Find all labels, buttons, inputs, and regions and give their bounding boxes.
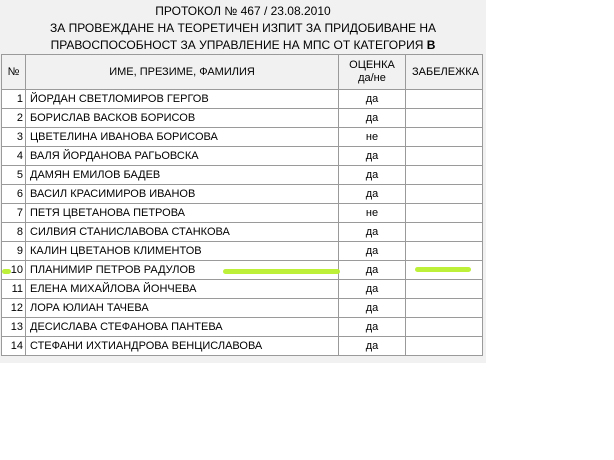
row-grade-cell: да: [339, 337, 406, 356]
row-grade-cell: да: [339, 185, 406, 204]
row-number-cell: 7: [2, 204, 26, 223]
row-name-cell: ДЕСИСЛАВА СТЕФАНОВА ПАНТЕВА: [26, 318, 339, 337]
row-grade-cell: да: [339, 299, 406, 318]
category-text: ПРАВОСПОСОБНОСТ ЗА УПРАВЛЕНИЕ НА МПС ОТ КАТЕГОРИЯ: [50, 38, 424, 52]
row-note-cell: [406, 204, 483, 223]
row-note-cell: [406, 109, 483, 128]
table-row: [2, 90, 483, 109]
protocol-number-date: ПРОТОКОЛ № 467 / 23.08.2010: [155, 4, 331, 18]
column-header-note: ЗАБЕЛЕЖКА: [406, 55, 483, 90]
table-row: [2, 204, 483, 223]
row-name-cell: СИЛВИЯ СТАНИСЛАВОВА СТАНКОВА: [26, 223, 339, 242]
row-name-cell: ЦВЕТЕЛИНА ИВАНОВА БОРИСОВА: [26, 128, 339, 147]
table-header-row: [2, 55, 483, 90]
row-name-cell: ПЕТЯ ЦВЕТАНОВА ПЕТРОВА: [26, 204, 339, 223]
row-note-cell: [406, 337, 483, 356]
column-header-grade: [339, 55, 406, 90]
row-grade-cell: да: [339, 109, 406, 128]
row-name-cell: КАЛИН ЦВЕТАНОВ КЛИМЕНТОВ: [26, 242, 339, 261]
row-name-cell: ВАСИЛ КРАСИМИРОВ ИВАНОВ: [26, 185, 339, 204]
row-grade-cell: не: [339, 128, 406, 147]
row-note-cell: [406, 242, 483, 261]
column-header-name: ИМЕ, ПРЕЗИМЕ, ФАМИЛИЯ: [26, 55, 339, 90]
row-name-cell: ЙОРДАН СВЕТЛОМИРОВ ГЕРГОВ: [26, 90, 339, 109]
row-note-cell: [406, 128, 483, 147]
row-number-cell: 6: [2, 185, 26, 204]
table-row: [2, 299, 483, 318]
column-header-number: №: [2, 55, 26, 90]
table-row: [2, 337, 483, 356]
row-grade-cell: да: [339, 318, 406, 337]
table-row: [2, 223, 483, 242]
protocol-purpose-line: ЗА ПРОВЕЖДАНЕ НА ТЕОРЕТИЧЕН ИЗПИТ ЗА ПРИДОБИВАНЕ НА: [49, 21, 436, 35]
results-table: [1, 54, 483, 356]
row-note-cell: [406, 90, 483, 109]
row-number-cell: 9: [2, 242, 26, 261]
row-number-cell: 12: [2, 299, 26, 318]
table-row: [2, 166, 483, 185]
row-number-cell: 3: [2, 128, 26, 147]
row-number-cell: 11: [2, 280, 26, 299]
row-name-cell: СТЕФАНИ ИХТИАНДРОВА ВЕНЦИСЛАВОВА: [26, 337, 339, 356]
row-note-cell: [406, 185, 483, 204]
highlight-mark-name: [223, 269, 340, 274]
table-row: [2, 147, 483, 166]
row-grade-cell: да: [339, 223, 406, 242]
row-grade-cell: да: [339, 90, 406, 109]
row-number-cell: 2: [2, 109, 26, 128]
row-note-cell: [406, 166, 483, 185]
row-grade-cell: да: [339, 166, 406, 185]
row-name-cell: ПЛАНИМИР ПЕТРОВ РАДУЛОВ: [26, 261, 339, 280]
row-number-cell: 10: [2, 261, 26, 280]
column-header-grade-title: ОЦЕНКА: [349, 59, 395, 71]
row-grade-cell: не: [339, 204, 406, 223]
table-row: [2, 242, 483, 261]
category-letter: В: [426, 38, 436, 52]
row-number-cell: 13: [2, 318, 26, 337]
row-note-cell: [406, 223, 483, 242]
row-number-cell: 4: [2, 147, 26, 166]
row-name-cell: ЛОРА ЮЛИАН ТАЧЕВА: [26, 299, 339, 318]
row-note-cell: [406, 280, 483, 299]
row-name-cell: БОРИСЛАВ ВАСКОВ БОРИСОВ: [26, 109, 339, 128]
row-number-cell: 8: [2, 223, 26, 242]
table-row: [2, 185, 483, 204]
table-row: [2, 128, 483, 147]
row-note-cell: [406, 318, 483, 337]
row-number-cell: 5: [2, 166, 26, 185]
row-grade-cell: да: [339, 242, 406, 261]
row-name-cell: ЕЛЕНА МИХАЙЛОВА ЙОНЧЕВА: [26, 280, 339, 299]
highlight-mark-note: [415, 267, 471, 272]
row-number-cell: 1: [2, 90, 26, 109]
table-row: [2, 280, 483, 299]
column-header-grade-subtitle: да/не: [358, 72, 386, 84]
row-name-cell: ДАМЯН ЕМИЛОВ БАДЕВ: [26, 166, 339, 185]
protocol-category-line: [0, 37, 486, 53]
row-note-cell: [406, 299, 483, 318]
row-name-cell: ВАЛЯ ЙОРДАНОВА РАГЬОВСКА: [26, 147, 339, 166]
row-note-cell: [406, 147, 483, 166]
highlight-mark-number: [2, 269, 11, 274]
row-grade-cell: да: [339, 147, 406, 166]
table-row: [2, 318, 483, 337]
row-grade-cell: да: [339, 280, 406, 299]
table-row: [2, 109, 483, 128]
row-number-cell: 14: [2, 337, 26, 356]
row-grade-cell: да: [339, 261, 406, 280]
